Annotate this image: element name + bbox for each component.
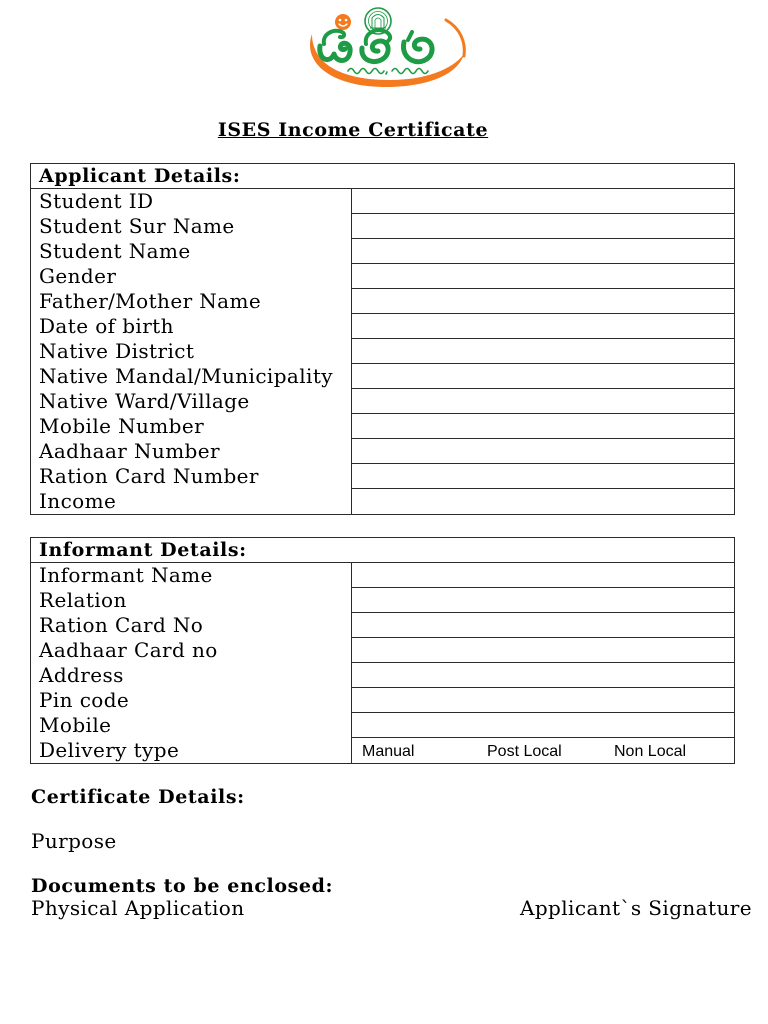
native-district-label: Native District — [31, 339, 352, 364]
delivery-type-options — [352, 738, 734, 763]
informant-name-label: Informant Name — [31, 563, 352, 588]
table-row — [31, 339, 734, 364]
native-ward-village-field — [352, 389, 734, 414]
aadhaar-number-field — [352, 439, 734, 464]
student-id-label: Student ID — [31, 189, 352, 214]
informant-details-heading: Informant Details: — [31, 538, 734, 563]
delivery-option-non-local: Non Local — [614, 743, 687, 760]
informant-ration-card-field — [352, 613, 734, 638]
smiley-icon — [335, 14, 351, 30]
address-field — [352, 663, 734, 688]
table-row — [31, 364, 734, 389]
meeseva-logo — [300, 4, 470, 92]
mobile-number-field — [352, 414, 734, 439]
table-row — [31, 588, 734, 613]
purpose-label: Purpose — [31, 829, 117, 853]
pin-code-label: Pin code — [31, 688, 352, 713]
applicant-details-heading: Applicant Details: — [31, 164, 734, 189]
table-row — [31, 289, 734, 314]
table-row — [31, 563, 734, 588]
informant-aadhaar-field — [352, 638, 734, 663]
informant-name-field — [352, 563, 734, 588]
delivery-option-post-local: Post Local — [487, 743, 562, 760]
table-row — [31, 638, 734, 663]
informant-aadhaar-label: Aadhaar Card no — [31, 638, 352, 663]
applicant-details-table — [30, 163, 735, 515]
delivery-option-manual: Manual — [362, 743, 415, 760]
table-row — [31, 314, 734, 339]
relation-field — [352, 588, 734, 613]
documents-enclosed-heading: Documents to be enclosed: — [31, 875, 334, 897]
student-id-field — [352, 189, 734, 214]
table-row — [31, 239, 734, 264]
father-mother-name-label: Father/Mother Name — [31, 289, 352, 314]
native-mandal-field — [352, 364, 734, 389]
date-of-birth-label: Date of birth — [31, 314, 352, 339]
table-row — [31, 264, 734, 289]
table-row — [31, 713, 734, 738]
student-name-field — [352, 239, 734, 264]
table-row — [31, 663, 734, 688]
table-row — [31, 464, 734, 489]
table-row — [31, 738, 734, 763]
meeseva-logo-graphic — [300, 4, 470, 92]
ration-card-number-field — [352, 464, 734, 489]
native-ward-village-label: Native Ward/Village — [31, 389, 352, 414]
page-title: ISES Income Certificate — [217, 119, 489, 141]
table-row — [31, 439, 734, 464]
logo-wordmark — [320, 30, 432, 61]
aadhaar-number-label: Aadhaar Number — [31, 439, 352, 464]
native-district-field — [352, 339, 734, 364]
date-of-birth-field — [352, 314, 734, 339]
informant-details-table — [30, 537, 735, 764]
student-surname-label: Student Sur Name — [31, 214, 352, 239]
gender-field — [352, 264, 734, 289]
certificate-details-heading: Certificate Details: — [31, 786, 245, 808]
table-row — [31, 214, 734, 239]
table-row — [31, 189, 734, 214]
pin-code-field — [352, 688, 734, 713]
applicant-signature-label: Applicant`s Signature — [520, 896, 752, 920]
logo-tagline — [348, 69, 428, 75]
table-row — [31, 389, 734, 414]
table-row — [31, 489, 734, 514]
address-label: Address — [31, 663, 352, 688]
ration-card-number-label: Ration Card Number — [31, 464, 352, 489]
student-surname-field — [352, 214, 734, 239]
father-mother-name-field — [352, 289, 734, 314]
native-mandal-label: Native Mandal/Municipality — [31, 364, 352, 389]
table-row — [31, 613, 734, 638]
physical-application-item: Physical Application — [31, 896, 245, 920]
student-name-label: Student Name — [31, 239, 352, 264]
informant-ration-card-label: Ration Card No — [31, 613, 352, 638]
relation-label: Relation — [31, 588, 352, 613]
table-row — [31, 414, 734, 439]
gender-label: Gender — [31, 264, 352, 289]
informant-mobile-label: Mobile — [31, 713, 352, 738]
income-label: Income — [31, 489, 352, 514]
informant-mobile-field — [352, 713, 734, 738]
income-field — [352, 489, 734, 514]
mobile-number-label: Mobile Number — [31, 414, 352, 439]
delivery-type-label: Delivery type — [31, 738, 352, 763]
table-row — [31, 688, 734, 713]
